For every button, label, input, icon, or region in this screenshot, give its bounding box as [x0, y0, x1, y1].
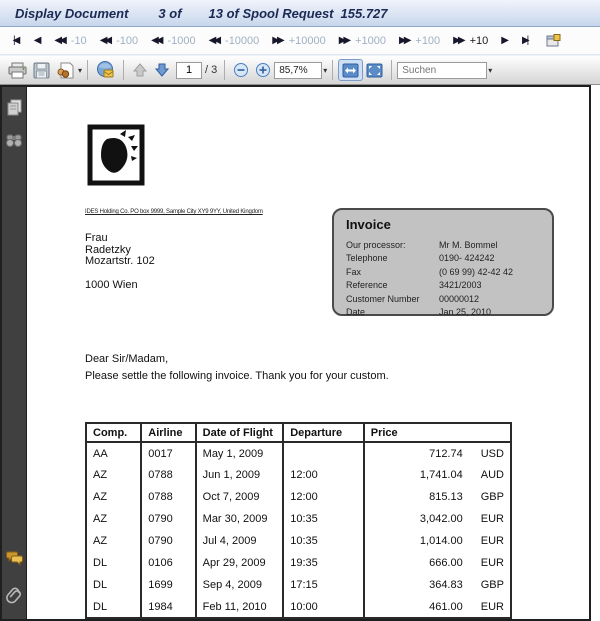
date-cell: Oct 7, 2009 [196, 486, 284, 508]
recipient-line: Radetzky [85, 243, 131, 256]
table-row [86, 464, 511, 486]
departure-cell: 10:00 [283, 596, 364, 618]
price-cell [364, 574, 511, 596]
price-currency: EUR [480, 513, 504, 525]
nav-button-label: -10000 [225, 34, 260, 47]
back-1000-icon: ◀◀ [151, 34, 161, 46]
letterhead-line: IDES Holding Co. PO box 9999, Sample City XY9 9YY, United Kingdom [85, 209, 263, 215]
departure-cell: 19:35 [283, 552, 364, 574]
fit-page-icon[interactable] [363, 59, 386, 81]
invoice-field-row [346, 279, 540, 292]
invoice-field-label: Reference [346, 280, 388, 291]
departure-cell: 10:35 [283, 530, 364, 552]
departure-cell [283, 442, 364, 464]
spool-settings-icon[interactable] [546, 34, 561, 48]
price-currency: GBP [480, 579, 504, 591]
departure-cell: 17:15 [283, 574, 364, 596]
table-row [86, 552, 511, 574]
price-cell [364, 486, 511, 508]
nav-button-label: -10 [70, 34, 87, 47]
airline-cell: 0790 [141, 508, 195, 530]
first-document-button[interactable] [13, 36, 21, 46]
back-10000-icon: ◀◀ [208, 34, 219, 46]
price-currency: EUR [480, 535, 504, 547]
spool-request-number: 155.727 [340, 5, 388, 21]
airline-cell: 0788 [141, 486, 195, 508]
nav-button-label: +10000 [288, 34, 326, 47]
airline-cell: 0017 [141, 442, 195, 464]
zoom-dropdown-caret[interactable]: ▾ [323, 65, 328, 75]
date-cell: Feb 11, 2010 [196, 596, 284, 618]
invoice-field-value: (0 69 99) 42-42 42 [439, 266, 514, 277]
price-currency: GBP [480, 491, 504, 503]
salutation: Dear Sir/Madam, [85, 353, 169, 365]
invoice-field-label: Date [346, 307, 366, 318]
price-amount: 1,014.00 [419, 535, 463, 547]
comp-cell: AA [86, 442, 141, 464]
share-upload-icon[interactable] [93, 59, 118, 81]
table-row [86, 508, 511, 530]
invoice-field-row [346, 266, 540, 279]
invoice-field-label: Our processor: [346, 240, 406, 250]
print-icon[interactable] [5, 59, 30, 81]
toolbar-separator [123, 60, 124, 80]
page-title: Display Document [15, 5, 129, 21]
spool-request-label: 13 of Spool Request [208, 5, 334, 21]
search-dropdown-caret[interactable]: ▾ [488, 65, 493, 75]
column-header: Departure [283, 423, 364, 442]
price-currency: EUR [480, 557, 504, 569]
table-row [86, 530, 511, 552]
back-100-button[interactable] [100, 35, 138, 47]
invoice-field-value: Jan 25, 2010 [439, 307, 492, 318]
attachments-paperclip-icon[interactable] [6, 587, 22, 611]
invoice-field-label: Telephone [346, 253, 388, 264]
back-10-button[interactable] [54, 35, 86, 47]
invoice-field-value: 3421/2003 [439, 280, 482, 291]
forward-10000-icon: ▶▶ [272, 34, 282, 46]
price-currency: AUD [480, 469, 504, 481]
column-header: Price [364, 423, 511, 442]
price-amount: 666.00 [429, 557, 463, 569]
comp-cell: AZ [86, 530, 141, 552]
invoice-field-value: Mr M. Bommel [439, 240, 498, 250]
flight-table-header [86, 423, 511, 442]
collaborate-dropdown-caret[interactable]: ▾ [78, 65, 83, 75]
date-cell: Apr 29, 2009 [196, 552, 284, 574]
invoice-box-title: Invoice [346, 217, 391, 232]
forward-100-icon: ▶▶ [399, 34, 409, 46]
page-count-label: / 3 [205, 64, 218, 76]
toolbar-separator [332, 60, 333, 80]
price-currency: EUR [480, 600, 504, 613]
back-10-icon: ◀◀ [54, 34, 64, 46]
last-document-button[interactable] [522, 36, 529, 46]
departure-cell: 12:00 [283, 464, 364, 486]
forward-10000-button[interactable] [272, 35, 325, 47]
invoice-field-row [346, 293, 540, 306]
departure-cell: 12:00 [283, 486, 364, 508]
search-input[interactable] [397, 62, 487, 79]
zoom-in-icon[interactable] [252, 59, 274, 81]
collaborate-icon[interactable] [53, 59, 77, 81]
table-row [86, 486, 511, 508]
previous-page-icon[interactable] [129, 59, 151, 81]
table-row [86, 596, 511, 618]
forward-10-button[interactable] [453, 35, 488, 47]
comments-icon[interactable] [6, 551, 23, 571]
comp-cell: AZ [86, 508, 141, 530]
search-binoculars-icon[interactable] [6, 133, 22, 153]
date-cell: Jun 1, 2009 [196, 464, 284, 486]
date-cell: Jul 4, 2009 [196, 530, 284, 552]
back-1000-button[interactable] [151, 35, 196, 47]
next-document-icon: ▶ [501, 34, 506, 46]
price-cell [364, 442, 511, 464]
date-cell: May 1, 2009 [196, 442, 284, 464]
company-logo [87, 124, 145, 191]
forward-1000-button[interactable] [339, 35, 386, 47]
departure-cell: 10:35 [283, 508, 364, 530]
airline-cell: 1984 [141, 596, 195, 618]
column-header: Comp. [86, 423, 141, 442]
first-document-icon: |◀ [13, 34, 18, 46]
zoom-out-icon[interactable] [230, 59, 252, 81]
next-document-button[interactable] [501, 36, 509, 46]
pdf-viewer-toolbar [0, 55, 600, 85]
price-amount: 461.00 [429, 600, 463, 613]
body-text: Please settle the following invoice. Thank you for your custom. [85, 370, 389, 382]
comp-cell: AZ [86, 464, 141, 486]
page-number-input[interactable] [176, 62, 202, 79]
price-cell [364, 530, 511, 552]
fit-width-icon[interactable] [338, 59, 363, 81]
page-thumbnails-icon[interactable] [6, 99, 22, 121]
zoom-level-value[interactable]: 85,7% [274, 62, 322, 79]
toolbar-separator [391, 60, 392, 80]
column-header: Date of Flight [196, 423, 284, 442]
airline-cell: 1699 [141, 574, 195, 596]
previous-document-icon: ◀ [33, 34, 39, 46]
comp-cell: AZ [86, 486, 141, 508]
column-header: Airline [141, 423, 195, 442]
airline-cell: 0790 [141, 530, 195, 552]
nav-button-label: -1000 [167, 34, 196, 47]
invoice-field-label: Customer Number [346, 293, 420, 304]
flight-table [85, 422, 512, 619]
recipient-line: Mozartstr. 102 [85, 255, 155, 267]
price-amount: 815.13 [429, 491, 463, 503]
price-cell [364, 508, 511, 530]
price-amount: 712.74 [429, 447, 463, 460]
price-cell [364, 596, 511, 618]
recipient-city: 1000 Wien [85, 279, 138, 291]
price-amount: 364.83 [429, 579, 463, 591]
document-area [0, 85, 600, 621]
save-icon[interactable] [30, 59, 53, 81]
forward-1000-icon: ▶▶ [338, 34, 349, 46]
previous-document-button[interactable] [34, 36, 42, 46]
recipient-address [85, 233, 155, 268]
toolbar-separator [87, 60, 88, 80]
comp-cell: DL [86, 574, 141, 596]
invoice-field-value: 00000012 [439, 293, 480, 304]
document-navigation-toolbar [0, 27, 600, 55]
table-row [86, 442, 511, 464]
nav-button-label: +1000 [355, 34, 386, 47]
comp-cell: DL [86, 552, 141, 574]
date-cell: Sep 4, 2009 [196, 574, 284, 596]
document-position: 3 of [158, 5, 182, 21]
nav-button-label: +100 [415, 34, 441, 47]
next-page-icon[interactable] [151, 59, 173, 81]
invoice-field-row [346, 252, 540, 265]
table-row [86, 574, 511, 596]
forward-10-icon: ▶▶ [453, 34, 463, 46]
back-10000-button[interactable] [209, 35, 260, 47]
price-currency: USD [480, 447, 504, 460]
date-cell: Mar 30, 2009 [196, 508, 284, 530]
recipient-line: Frau [85, 232, 108, 244]
invoice-info-box [332, 208, 554, 316]
window-title-bar [0, 0, 600, 27]
toolbar-separator [224, 60, 225, 80]
price-cell [364, 552, 511, 574]
price-amount: 3,042.00 [419, 513, 463, 525]
invoice-field-label: Fax [346, 266, 362, 277]
invoice-page [27, 87, 589, 619]
price-amount: 1,741.04 [419, 469, 463, 481]
viewer-sidebar [2, 87, 27, 619]
price-cell [364, 464, 511, 486]
airline-cell: 0106 [141, 552, 195, 574]
invoice-field-row [346, 239, 540, 252]
last-document-icon: ▶| [521, 34, 527, 46]
invoice-field-value: 0190- 424242 [439, 253, 495, 264]
forward-100-button[interactable] [399, 35, 440, 47]
back-100-icon: ◀◀ [99, 34, 110, 46]
airline-cell: 0788 [141, 464, 195, 486]
comp-cell: DL [86, 596, 141, 618]
nav-button-label: +10 [469, 34, 489, 47]
invoice-field-row [346, 306, 540, 319]
nav-button-label: -100 [116, 34, 139, 47]
pdf-viewer [0, 85, 591, 621]
